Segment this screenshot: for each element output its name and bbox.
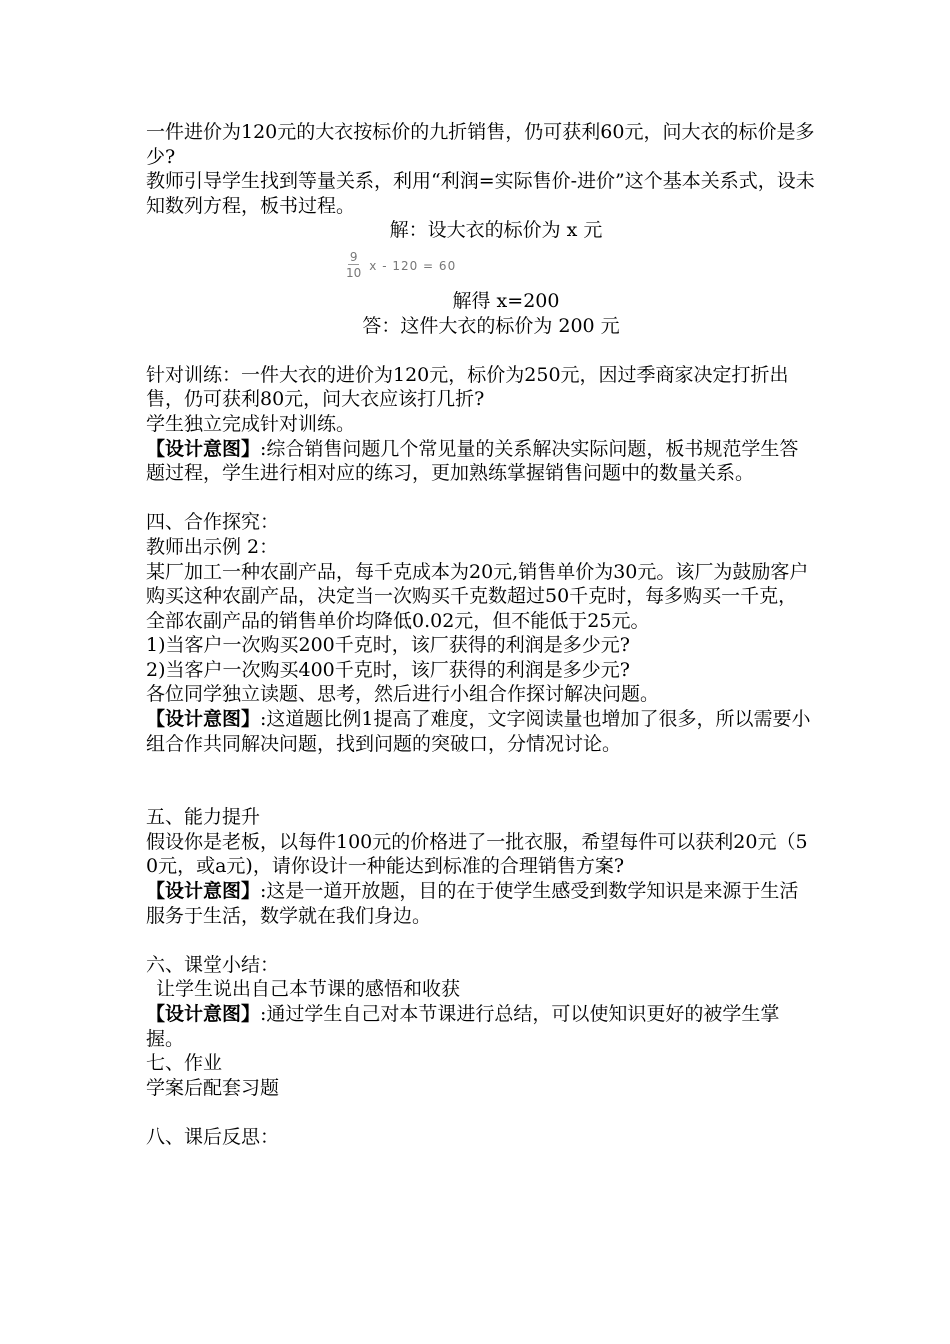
design-intent-2	[146, 707, 816, 756]
design-intent-text: :综合销售问题几个常见量的关系解决实际问题，板书规范学生答题过程，学生进行相对应的练习，更加熟练掌握销售问题中的数量关系。	[146, 437, 799, 485]
design-intent-3	[146, 879, 816, 928]
section-4-question-2: 2)当客户一次购买400千克时，该厂获得的利润是多少元?	[146, 658, 630, 681]
design-intent-text: :这是一道开放题，目的在于使学生感受到数学知识是来源于生活服务于生活，数学就在我们身边。	[146, 880, 799, 927]
section-7-text: 学案后配套习题	[146, 1076, 280, 1099]
section-4-intro: 教师出示例 2：	[146, 535, 279, 558]
section-5-title: 五、能力提升	[146, 806, 261, 829]
design-intent-label: 【设计意图】	[146, 437, 261, 460]
fraction-denominator: 10	[346, 266, 362, 281]
solution-answer: 答：这件大衣的标价为 200 元	[362, 314, 620, 337]
practice-problem: 针对训练：一件大衣的进价为120元，标价为250元，因过季商家决定打折出售，仍可获利80元，问大衣应该打几折?	[146, 363, 789, 411]
spacer	[146, 1100, 816, 1125]
design-intent-label: 【设计意图】	[146, 708, 261, 731]
spacer	[146, 928, 816, 953]
spacer	[146, 486, 816, 511]
section-4-problem: 某厂加工一种农副产品，每千克成本为20元,销售单价为30元。该厂为鼓励客户购买这种农副产品，决定当一次购买千克数超过50千克时，每多购买一千克，全部农副产品的销售单价均降低0.02元，但不能低于25元。	[146, 560, 809, 632]
document-body	[146, 120, 816, 1150]
solution-let: 解：设大衣的标价为 x 元	[389, 219, 603, 242]
section-4-activity: 各位同学独立读题、思考，然后进行小组合作探讨解决问题。	[146, 683, 660, 706]
section-7-title: 七、作业	[146, 1052, 223, 1075]
example-problem: 一件进价为120元的大衣按标价的九折销售，仍可获利60元，问大衣的标价是多少?	[146, 121, 815, 168]
spacer	[146, 756, 816, 805]
design-intent-text: :这道题比例1提高了难度，文字阅读量也增加了很多，所以需要小组合作共同解决问题，找到问题的突破口，分情况讨论。	[146, 708, 811, 755]
solution-result: 解得 x=200	[452, 289, 560, 312]
section-5-text: 假设你是老板，以每件100元的价格进了一批衣服，希望每件可以获利20元（50元，或a元)，请你设计一种能达到标准的合理销售方案?	[146, 830, 808, 878]
section-4-question-1: 1)当客户一次购买200千克时，该厂获得的利润是多少元?	[146, 634, 630, 657]
solution-equation	[146, 243, 816, 289]
section-6-title: 六、课堂小结：	[146, 953, 280, 976]
design-intent-label: 【设计意图】	[146, 1003, 261, 1025]
equation-rest: x - 120 = 60	[369, 258, 457, 273]
design-intent-1	[146, 437, 816, 486]
section-8-title: 八、课后反思：	[146, 1125, 280, 1148]
spacer	[146, 338, 816, 363]
design-intent-4	[146, 1002, 816, 1051]
teacher-guidance: 教师引导学生找到等量关系，利用“利润=实际售价-进价”这个基本关系式，设未知数列方程，板书过程。	[146, 170, 815, 217]
practice-instruction: 学生独立完成针对训练。	[146, 412, 356, 435]
design-intent-text: :通过学生自己对本节课进行总结，可以使知识更好的被学生掌握。	[146, 1003, 780, 1050]
fraction-numerator: 9	[349, 250, 358, 265]
design-intent-label: 【设计意图】	[146, 880, 261, 903]
section-4-title: 四、合作探究：	[146, 511, 280, 534]
section-6-text: 让学生说出自己本节课的感悟和收获	[156, 978, 461, 1001]
fraction-nine-tenths	[346, 250, 361, 281]
